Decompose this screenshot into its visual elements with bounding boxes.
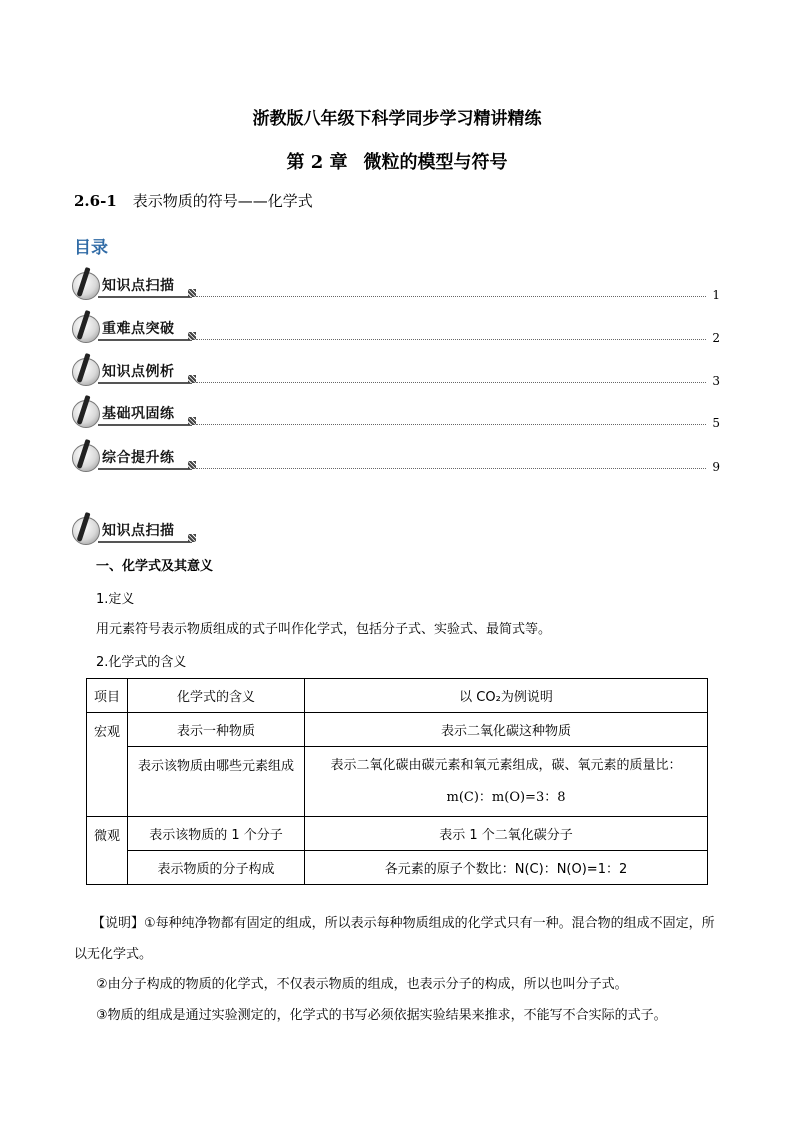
- toc-item-label: 基础巩固练: [102, 406, 175, 422]
- toc-item[interactable]: [72, 442, 720, 476]
- table-cell: 表示一种物质: [128, 713, 305, 747]
- toc-item-label: 重难点突破: [102, 321, 175, 337]
- table-cell: 表示二氧化碳这种物质: [305, 713, 708, 747]
- toc-leader: [196, 339, 706, 340]
- macro-label: 宏观: [87, 713, 128, 817]
- note-paragraph: 【说明】①每种纯净物都有固定的组成，所以表示每种物质组成的化学式只有一种。混合物的组成不固定，所以无化学式。: [74, 916, 715, 962]
- toc-badge: [72, 356, 196, 390]
- toc-item[interactable]: [72, 398, 720, 432]
- toc-item-label: 综合提升练: [102, 450, 175, 466]
- toc-page-number: 3: [712, 374, 720, 388]
- toc-leader: [196, 382, 706, 383]
- table-cell: 表示 1 个二氧化碳分子: [305, 817, 708, 851]
- table-row: [87, 747, 708, 817]
- toc-page-number: 5: [712, 416, 720, 430]
- micro-label: 微观: [87, 817, 128, 885]
- table-header: 化学式的含义: [128, 679, 305, 713]
- toc-item[interactable]: [72, 313, 720, 347]
- section-heading: 一、化学式及其意义: [96, 559, 214, 574]
- table-header: 以 CO₂为例说明: [305, 679, 708, 713]
- table-row: [87, 713, 708, 747]
- definition-heading: 1.定义: [96, 592, 135, 607]
- table-cell: 表示物质的分子构成: [128, 851, 305, 885]
- section-number: 2.6-1: [74, 192, 117, 210]
- table-header: 项目: [87, 679, 128, 713]
- toc-item-label: 知识点扫描: [102, 278, 175, 294]
- table-cell: 表示该物质由哪些元素组成: [128, 747, 305, 817]
- note-paragraph: ③物质的组成是通过实验测定的，化学式的书写必须依据实验结果来推求，不能写不合实际的式子。: [96, 1008, 667, 1023]
- toc-page-number: 2: [712, 331, 720, 345]
- document-title: 浙教版八年级下科学同步学习精讲精练: [252, 109, 542, 129]
- table-row: [87, 817, 708, 851]
- section-title: [74, 190, 313, 211]
- chapter-number: 第 2 章: [286, 152, 348, 173]
- toc-item-label: 知识点例析: [102, 364, 175, 380]
- note-paragraph: ②由分子构成的物质的化学式，不仅表示物质的组成，也表示分子的构成，所以也叫分子式。: [96, 977, 628, 992]
- section-badge: [72, 515, 202, 549]
- chapter-title: [0, 148, 794, 174]
- toc-item[interactable]: [72, 356, 720, 390]
- toc-leader: [196, 468, 706, 469]
- table-cell-line: m(C)：m(O)=3：8: [446, 789, 566, 805]
- toc-page-number: 9: [712, 460, 720, 474]
- toc-badge: [72, 270, 196, 304]
- toc-item[interactable]: [72, 270, 720, 304]
- toc-badge: [72, 313, 196, 347]
- toc-badge: [72, 442, 196, 476]
- toc-leader: [196, 296, 706, 297]
- table-cell: 各元素的原子个数比：N(C)：N(O)=1：2: [305, 851, 708, 885]
- toc-badge: [72, 398, 196, 432]
- meaning-heading: 2.化学式的含义: [96, 655, 187, 670]
- meaning-table: [86, 678, 708, 885]
- toc-leader: [196, 424, 706, 425]
- table-header-row: [87, 679, 708, 713]
- toc-page-number: 1: [712, 288, 720, 302]
- table-cell-line: 表示二氧化碳由碳元素和氧元素组成，碳、氧元素的质量比：: [330, 757, 682, 773]
- toc-heading: 目录: [74, 238, 108, 258]
- section-badge-label: 知识点扫描: [102, 523, 175, 539]
- table-row: [87, 851, 708, 885]
- section-name: 表示物质的符号——化学式: [132, 192, 313, 210]
- chapter-name: 微粒的模型与符号: [363, 152, 508, 173]
- table-cell: [305, 747, 708, 817]
- table-cell: 表示该物质的 1 个分子: [128, 817, 305, 851]
- definition-text: 用元素符号表示物质组成的式子叫作化学式，包括分子式、实验式、最简式等。: [96, 622, 552, 637]
